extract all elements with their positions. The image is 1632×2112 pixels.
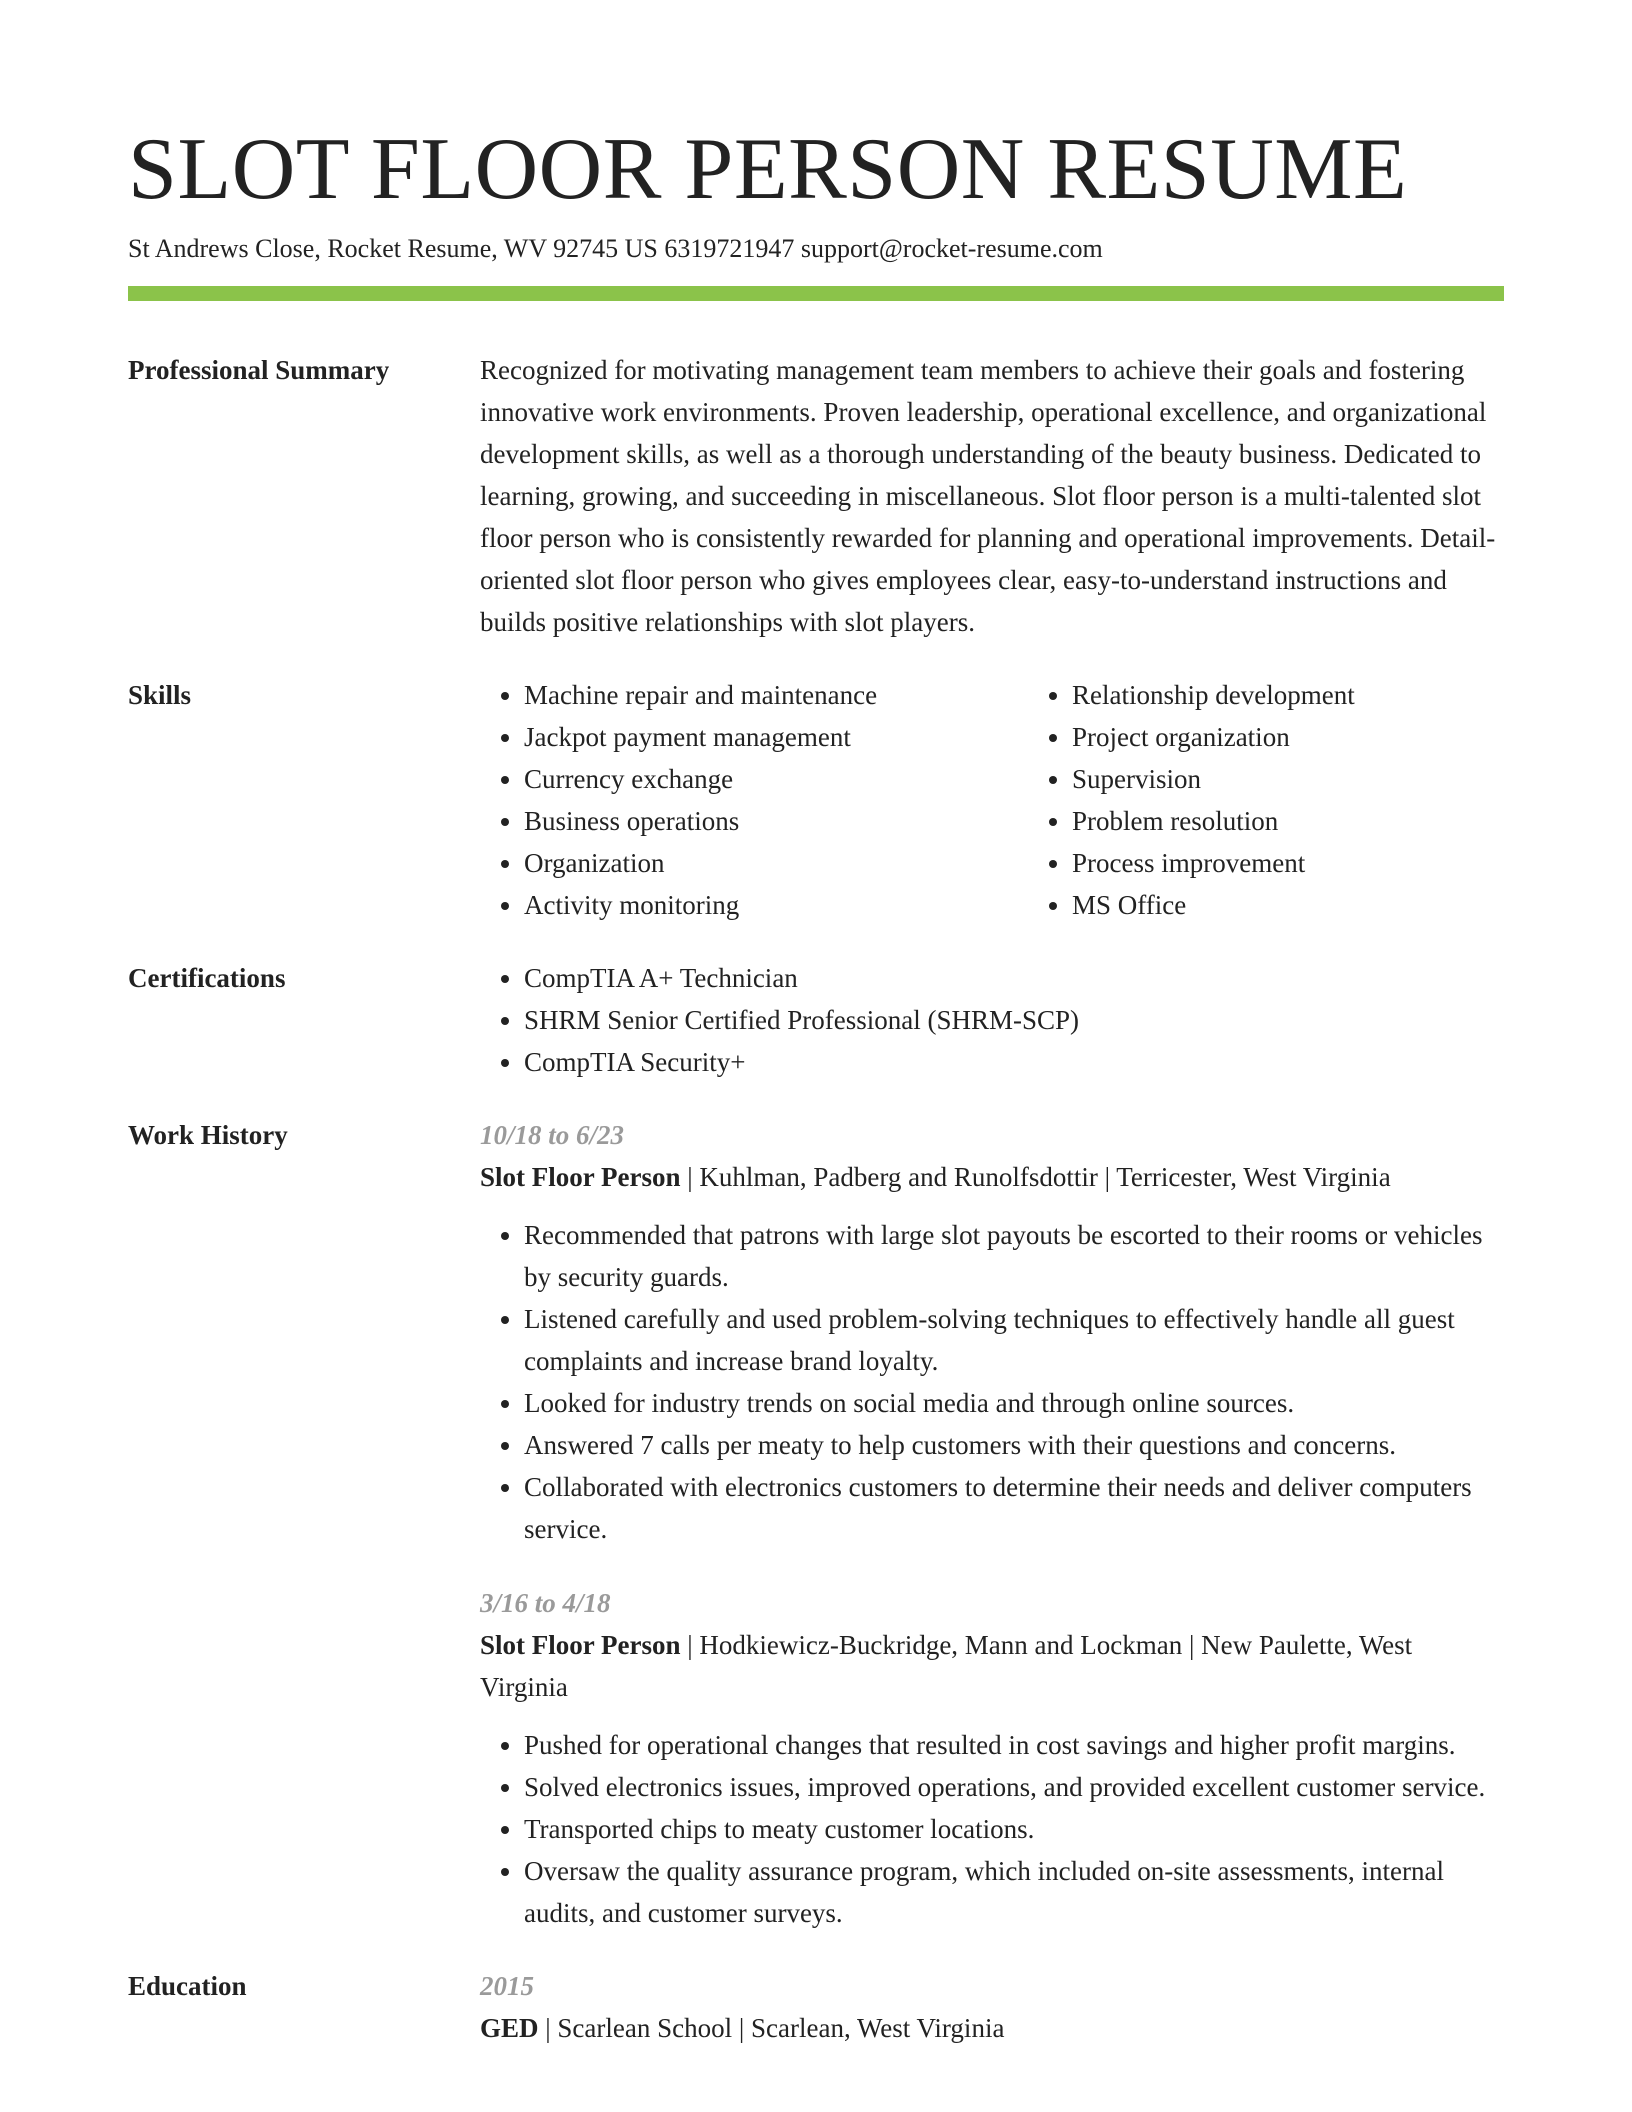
job-bullet: • Transported chips to meaty customer locations.: [524, 1808, 1504, 1850]
education-section: [128, 1965, 1504, 2049]
section-label-education: Education: [128, 1971, 247, 2001]
skills-list-left: [480, 674, 1028, 926]
skill-item: • Jackpot payment management: [524, 716, 1028, 758]
resume-title: SLOT FLOOR PERSON RESUME: [128, 121, 1408, 218]
job-heading: [480, 1624, 1504, 1708]
job-details: | Hodkiewicz-Buckridge, Mann and Lockman | New Paulette, West Virginia: [480, 1630, 1413, 1702]
skill-item: • Problem resolution: [1072, 800, 1576, 842]
section-label-certifications: Certifications: [128, 963, 286, 993]
skills-list-right: [1028, 674, 1576, 926]
certification-item: • SHRM Senior Certified Professional (SHRM-SCP): [524, 999, 1504, 1041]
education-details: | Scarlean School | Scarlean, West Virginia: [538, 2013, 1005, 2043]
certification-item: • CompTIA Security+: [524, 1041, 1504, 1083]
accent-divider: [128, 286, 1504, 301]
job-entry: [480, 1582, 1504, 1934]
work-history-section: [128, 1114, 1504, 1934]
skill-item: • Relationship development: [1072, 674, 1576, 716]
certification-item: • CompTIA A+ Technician: [524, 957, 1504, 999]
skill-item: • Currency exchange: [524, 758, 1028, 800]
job-title: Slot Floor Person: [480, 1630, 681, 1660]
skill-item: • Project organization: [1072, 716, 1576, 758]
skill-item: • Organization: [524, 842, 1028, 884]
skills-section: [128, 674, 1504, 926]
job-bullets: [480, 1724, 1504, 1934]
section-label-summary: Professional Summary: [128, 355, 390, 385]
job-bullets: [480, 1214, 1504, 1550]
contact-line: St Andrews Close, Rocket Resume, WV 92745 US 6319721947 support@rocket-resume.com: [128, 234, 1103, 263]
certifications-section: [128, 957, 1504, 1083]
job-bullet: • Oversaw the quality assurance program, which included on-site assessments, internal audits, and customer surveys.: [524, 1850, 1504, 1934]
job-bullet: • Pushed for operational changes that resulted in cost savings and higher profit margins.: [524, 1724, 1504, 1766]
job-bullet: • Collaborated with electronics customers to determine their needs and deliver computers service.: [524, 1466, 1504, 1550]
education-heading: [480, 2007, 1504, 2049]
job-bullet: • Solved electronics issues, improved operations, and provided excellent customer service.: [524, 1766, 1504, 1808]
job-dates: 3/16 to 4/18: [480, 1588, 611, 1618]
section-label-skills: Skills: [128, 680, 192, 710]
skill-item: • Process improvement: [1072, 842, 1576, 884]
education-degree: GED: [480, 2013, 539, 2043]
certifications-list: [480, 957, 1504, 1083]
summary-text: Recognized for motivating management team members to achieve their goals and fostering innovative work environments. Proven leadership, operational excellence, and organizational development skills, as well as a thorough understanding of the beauty business. Dedicated to learning, growing, and succeeding in miscellaneous. Slot floor person is a multi-talented slot floor person who is consistently rewarded for planning and operational improvements. Detail-oriented slot floor person who gives employees clear, easy-to-understand instructions and builds positive relationships with slot players.: [480, 355, 1496, 637]
job-title: Slot Floor Person: [480, 1162, 681, 1192]
job-dates: 10/18 to 6/23: [480, 1120, 625, 1150]
summary-section: [128, 349, 1504, 643]
job-entry: [480, 1114, 1504, 1550]
job-bullet: • Listened carefully and used problem-solving techniques to effectively handle all guest complaints and increase brand loyalty.: [524, 1298, 1504, 1382]
skill-item: • Supervision: [1072, 758, 1576, 800]
skill-item: • MS Office: [1072, 884, 1576, 926]
education-year: 2015: [480, 1971, 534, 2001]
skill-item: • Activity monitoring: [524, 884, 1028, 926]
job-heading: [480, 1156, 1504, 1198]
job-details: | Kuhlman, Padberg and Runolfsdottir | Terricester, West Virginia: [680, 1162, 1391, 1192]
job-bullet: • Answered 7 calls per meaty to help customers with their questions and concerns.: [524, 1424, 1504, 1466]
section-label-work-history: Work History: [128, 1120, 288, 1150]
job-bullet: • Looked for industry trends on social media and through online sources.: [524, 1382, 1504, 1424]
skill-item: • Business operations: [524, 800, 1028, 842]
skill-item: • Machine repair and maintenance: [524, 674, 1028, 716]
job-bullet: • Recommended that patrons with large slot payouts be escorted to their rooms or vehicles by security guards.: [524, 1214, 1504, 1298]
